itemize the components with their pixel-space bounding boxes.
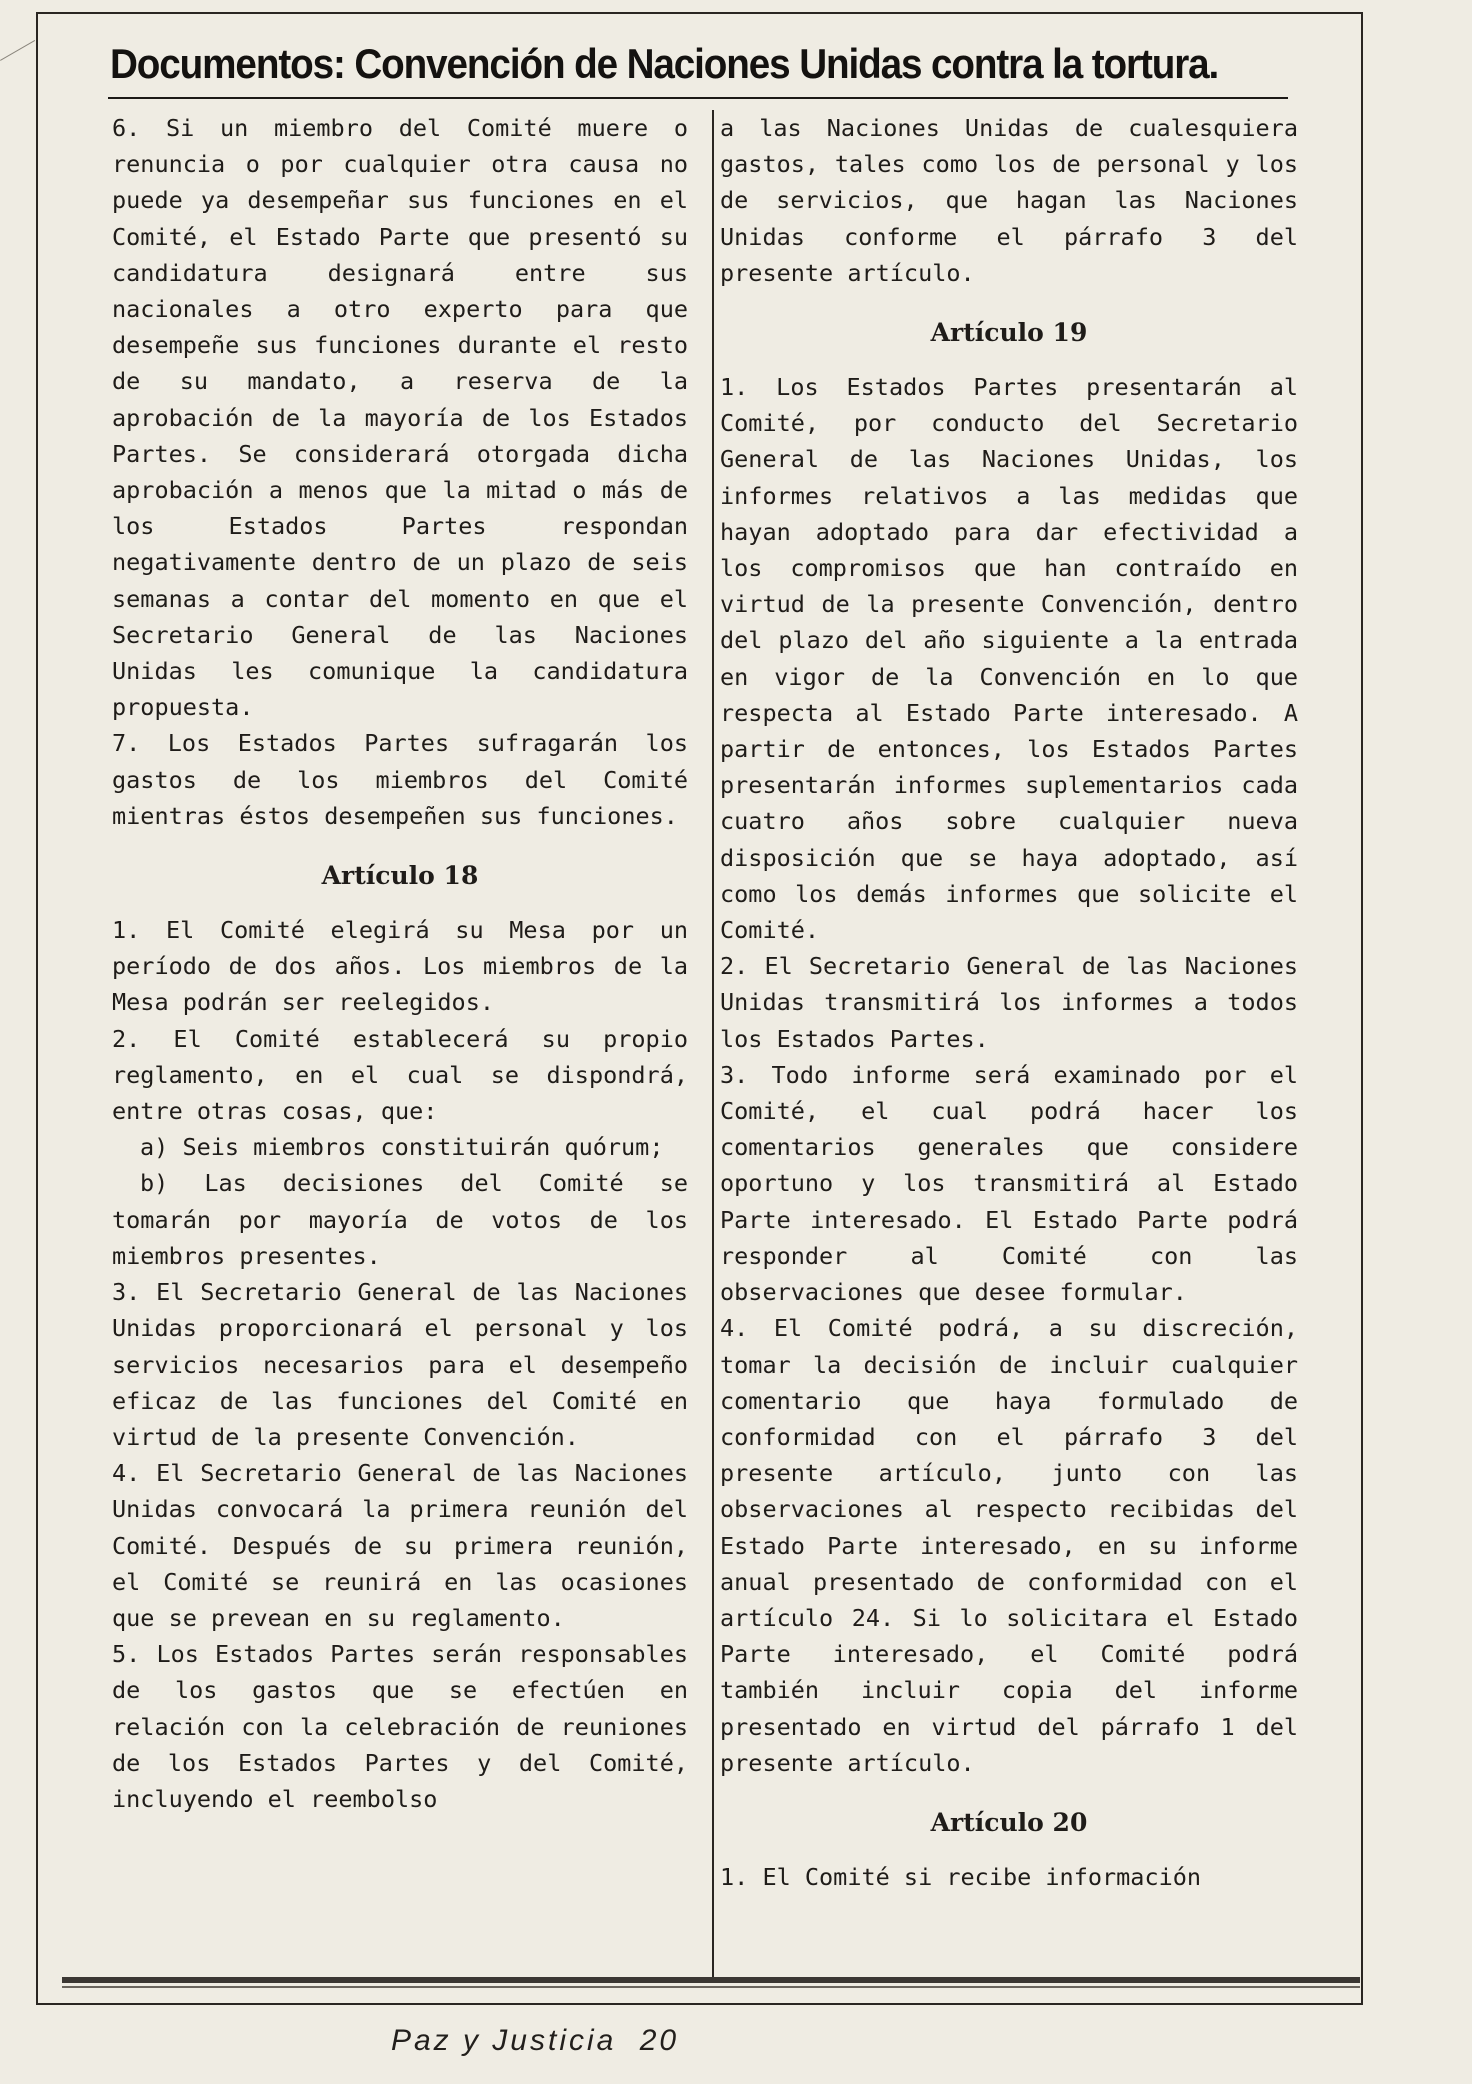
article-20-paragraph-1: 1. El Comité si recibe información bbox=[720, 1862, 1202, 1891]
bottom-rule-thin bbox=[62, 1986, 1360, 1988]
article-18-paragraph-4: 4. El Secretario General de las Naciones Unidas convocará la primera reunión del Comité. Después de su primera reunión, el Comité se reunirá en las ocasiones que se prevean en su reglamento. bbox=[112, 1459, 688, 1632]
left-column bbox=[112, 110, 688, 1978]
article-18-paragraph-3: 3. El Secretario General de las Naciones Unidas proporcionará el personal y los servicios necesarios para el desempeño eficaz de las funciones del Comité en virtud de la presente Convención. bbox=[112, 1278, 688, 1451]
page-title: Documentos: Convención de Naciones Unidas contra la tortura. bbox=[110, 40, 1219, 87]
page-footer bbox=[0, 2024, 1070, 2058]
article-18-item-b: b) Las decisiones del Comité se tomarán por mayoría de votos de los miembros presentes. bbox=[112, 1169, 688, 1270]
article-19-paragraph-2: 2. El Secretario General de las Naciones Unidas transmitirá los informes a todos los Estados Partes. bbox=[720, 952, 1298, 1053]
article-19-paragraph-4: 4. El Comité podrá, a su discreción, tomar la decisión de incluir cualquier comentario que haya formulado de conformidad con el párrafo 3 del presente artículo, junto con las observaciones al respecto recibidas del Estado Parte interesado, en su informe anual presentado de conformidad con el artículo 24. Si lo solicitara el Estado Parte interesado, el Comité podrá también incluir copia del informe presentado en virtud del párrafo 1 del presente artículo. bbox=[720, 1314, 1298, 1777]
article-19-heading: Artículo 19 bbox=[930, 318, 1088, 348]
article-18-paragraph-5: 5. Los Estados Partes serán responsables de los gastos que se efectúen en relación con la celebración de reuniones de los Estados Partes y del Comité, incluyendo el reembolso bbox=[112, 1640, 688, 1813]
article-18-paragraph-1: 1. El Comité elegirá su Mesa por un período de dos años. Los miembros de la Mesa podrán ser reelegidos. bbox=[112, 916, 688, 1017]
bottom-rule bbox=[62, 1977, 1360, 1983]
article-19-paragraph-3: 3. Todo informe será examinado por el Comité, el cual podrá hacer los comentarios generales que considere oportuno y los transmitirá al Estado Parte interesado. El Estado Parte podrá responder al Comité con las observaciones que desee formular. bbox=[720, 1060, 1298, 1307]
article-20-heading: Artículo 20 bbox=[930, 1807, 1088, 1837]
article-18-heading: Artículo 18 bbox=[321, 861, 479, 891]
article-18-item-a: a) Seis miembros constituirán quórum; bbox=[140, 1133, 664, 1162]
paragraph-7: 7. Los Estados Partes sufragarán los gastos de los miembros del Comité mientras éstos desempeñen sus funciones. bbox=[112, 729, 688, 830]
header-rule bbox=[108, 97, 1288, 99]
article-18-paragraph-5-continued: a las Naciones Unidas de cualesquiera gastos, tales como los de personal y los de servicios, que hagan las Naciones Unidas conforme el párrafo 3 del presente artículo. bbox=[720, 114, 1298, 287]
publication-name: Paz y Justicia bbox=[390, 2024, 617, 2057]
page-number: 20 bbox=[639, 2024, 680, 2057]
column-divider bbox=[712, 110, 714, 1978]
right-column bbox=[720, 110, 1298, 1978]
paragraph-6: 6. Si un miembro del Comité muere o renuncia o por cualquier otra causa no puede ya desempeñar sus funciones en el Comité, el Estado Parte que presentó su candidatura designará entre sus nacionales a otro experto para que desempeñe sus funciones durante el resto de su mandato, a reserva de la aprobación de la mayoría de los Estados Partes. Se considerará otorgada dicha aprobación a menos que la mitad o más de los Estados Partes respondan negativamente dentro de un plazo de seis semanas a contar del momento en que el Secretario General de las Naciones Unidas les comunique la candidatura propuesta. bbox=[112, 114, 688, 722]
article-18-paragraph-2: 2. El Comité establecerá su propio reglamento, en el cual se dispondrá, entre otras cosas, que: bbox=[112, 1024, 688, 1126]
article-19-paragraph-1: 1. Los Estados Partes presentarán al Comité, por conducto del Secretario General de las Naciones Unidas, los informes relativos a las medidas que hayan adoptado para dar efectividad a los compromisos que han contraído en virtud de la presente Convención, dentro del plazo del año siguiente a la entrada en vigor de la Convención en lo que respecta al Estado Parte interesado. A partir de entonces, los Estados Partes presentarán informes suplementarios cada cuatro años sobre cualquier nueva disposición que se haya adoptado, así como los demás informes que solicite el Comité. bbox=[720, 373, 1298, 945]
